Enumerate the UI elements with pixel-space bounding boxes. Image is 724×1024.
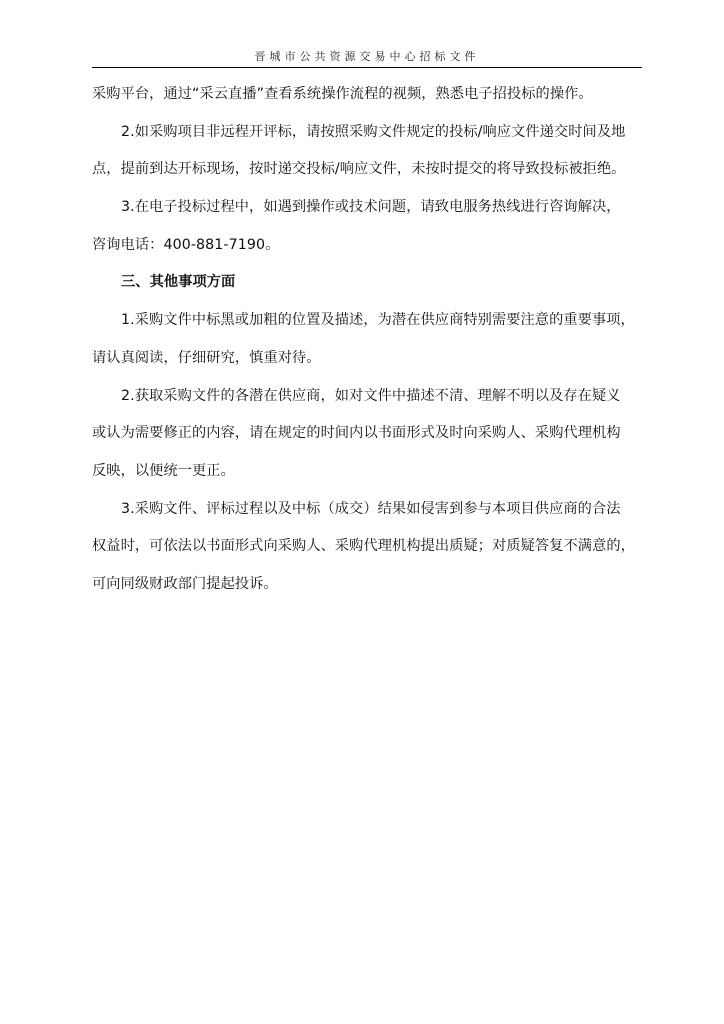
paragraph-line: 请认真阅读，仔细研究，慎重对待。 — [92, 349, 321, 366]
paragraph-line: 3.在电子投标过程中，如遇到操作或技术问题，请致电服务热线进行咨询解决， — [121, 199, 621, 216]
page-header-title: 晋城市公共资源交易中心招标文件 — [254, 50, 480, 63]
header-divider — [92, 67, 642, 68]
paragraph-line: 采购平台，通过“采云直播”查看系统操作流程的视频，熟悉电子招投标的操作。 — [92, 86, 593, 102]
paragraph-line: 2.获取采购文件的各潜在供应商，如对文件中描述不清、理解不明以及存在疑义 — [121, 387, 621, 404]
paragraph-line: 点，提前到达开标现场，按时递交投标/响应文件，未按时提交的将导致投标被拒绝。 — [92, 161, 626, 178]
section-heading: 三、其他事项方面 — [121, 274, 236, 291]
paragraph-line: 反映，以便统一更正。 — [92, 462, 235, 479]
paragraph-line: 权益时，可依法以书面形式向采购人、采购代理机构提出质疑；对质疑答复不满意的， — [92, 538, 635, 555]
paragraph-line: 或认为需要修正的内容，请在规定的时间内以书面形式及时向采购人、采购代理机构 — [92, 425, 621, 442]
paragraph-line: 可向同级财政部门提起投诉。 — [92, 575, 278, 592]
paragraph-line: 2.如采购项目非远程开评标，请按照采购文件规定的投标/响应文件递交时间及地 — [121, 123, 626, 140]
paragraph-line: 1.采购文件中标黑或加粗的位置及描述，为潜在供应商特别需要注意的重要事项， — [121, 312, 635, 329]
paragraph-line: 3.采购文件、评标过程以及中标（成交）结果如侵害到参与本项目供应商的合法 — [121, 500, 621, 517]
paragraph-line: 咨询电话：400-881-7190。 — [92, 236, 280, 253]
document-body — [92, 76, 644, 604]
